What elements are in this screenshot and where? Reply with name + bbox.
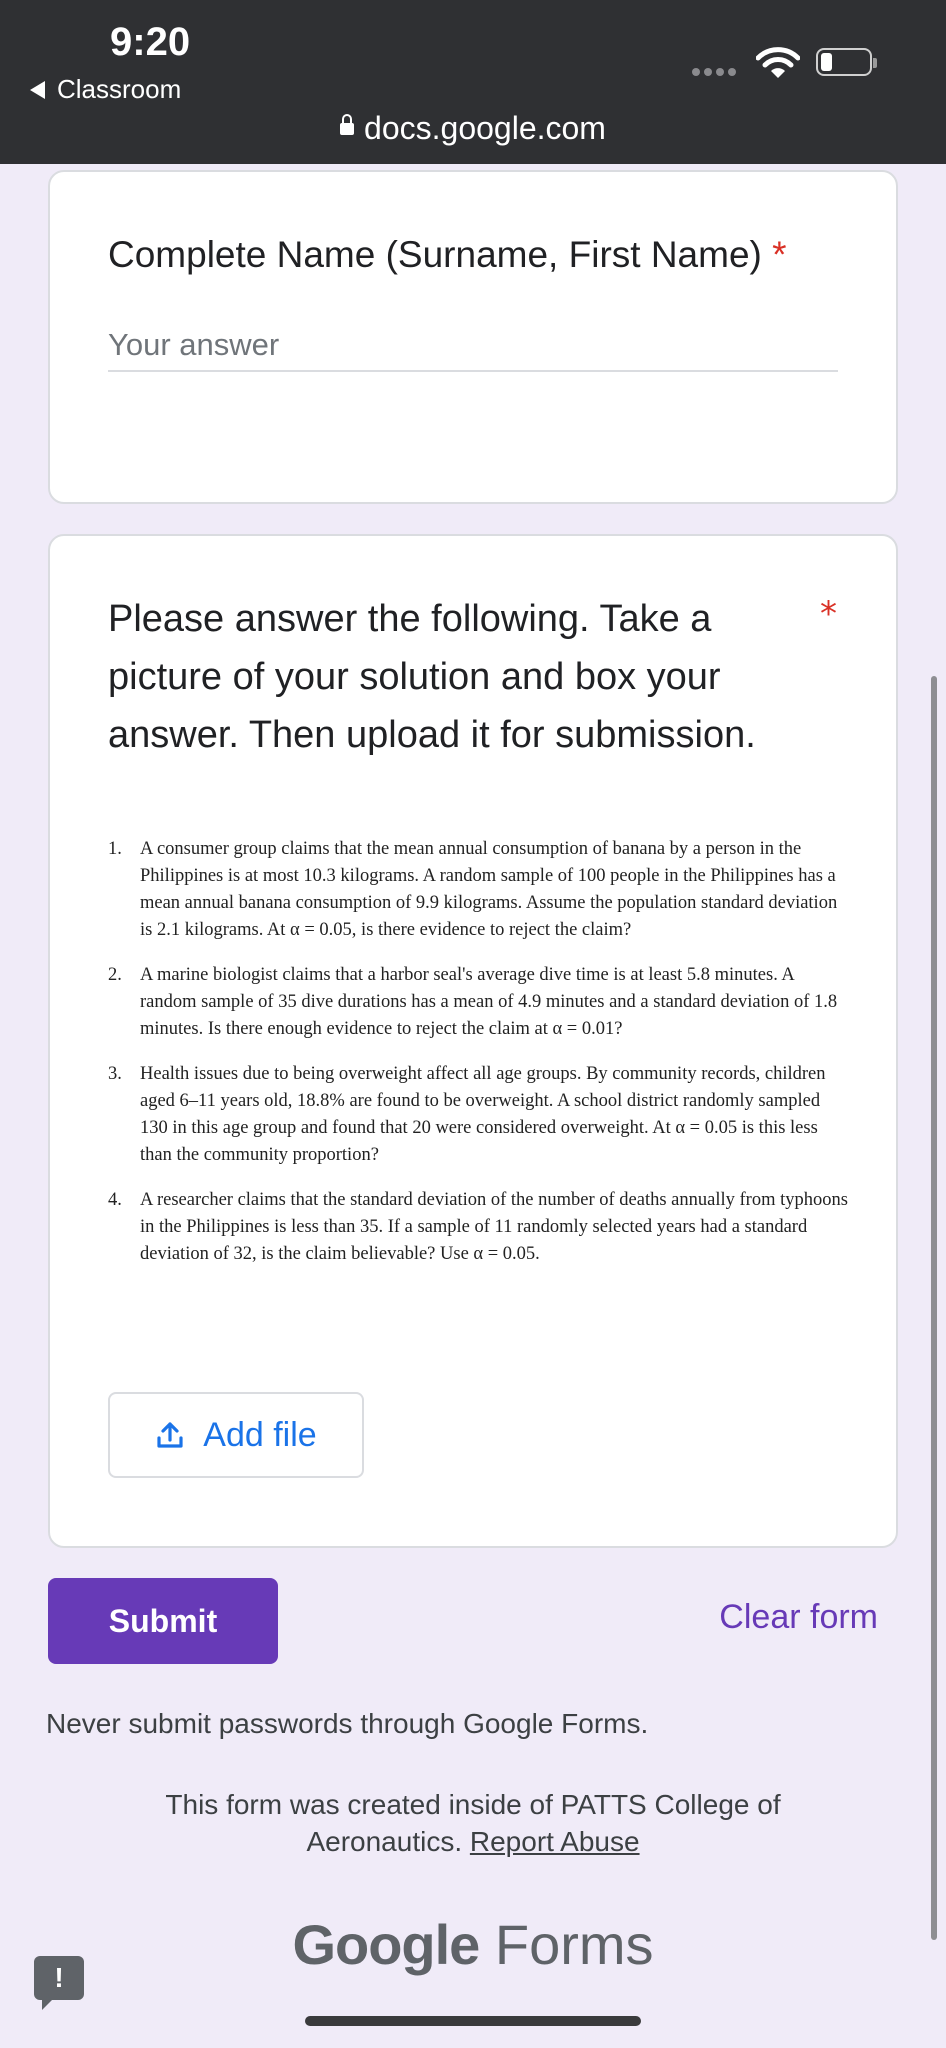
browser-header bbox=[0, 0, 946, 164]
problem-number: 1. bbox=[108, 839, 122, 859]
problem-number: 2. bbox=[108, 965, 122, 985]
upload-icon bbox=[155, 1420, 185, 1450]
problem-text: A marine biologist claims that a harbor seal's average dive time is at least 5.8 minutes. A random sample of 35 dive durations has a mean of 4.9 minutes and a standard deviation of 1.8 minutes. Is there enough evidence to reject the claim at α = 0.01? bbox=[140, 965, 838, 1039]
home-indicator bbox=[305, 2016, 641, 2026]
problem-item bbox=[108, 836, 848, 944]
logo-forms-text: Forms bbox=[494, 1913, 654, 1976]
form-footer bbox=[0, 1786, 946, 1860]
feedback-icon[interactable]: ! bbox=[34, 1956, 84, 2000]
problem-number: 4. bbox=[108, 1190, 122, 1210]
back-to-app-link[interactable] bbox=[30, 74, 181, 105]
name-answer-input[interactable] bbox=[108, 320, 838, 372]
address-bar[interactable] bbox=[0, 110, 946, 147]
add-file-button[interactable] bbox=[108, 1392, 364, 1478]
cellular-signal-icon bbox=[692, 68, 736, 76]
lock-icon bbox=[340, 123, 354, 135]
add-file-label: Add file bbox=[203, 1415, 317, 1454]
required-asterisk: * bbox=[772, 234, 787, 275]
report-abuse-link[interactable]: Report Abuse bbox=[469, 1826, 640, 1857]
problem-item bbox=[108, 1061, 848, 1169]
problem-item bbox=[108, 962, 848, 1043]
problem-list bbox=[108, 836, 848, 1286]
wifi-icon bbox=[756, 46, 800, 80]
problem-text: A researcher claims that the standard deviation of the number of deaths annually from typhoons in the Philippines is less than 35. If a sample of 11 randomly selected years had a standard deviation of 32, is the claim believable? Use α = 0.05. bbox=[140, 1190, 848, 1264]
problem-text: A consumer group claims that the mean annual consumption of banana by a person in the Philippines is at most 10.3 kilograms. A random sample of 100 people in the Philippines has a mean annual banana consumption of 9.9 kilograms. Assume the population standard deviation is 2.1 kilograms. At α = 0.05, is there evidence to reject the claim? bbox=[140, 839, 838, 940]
problem-item bbox=[108, 1187, 848, 1268]
page-scrollbar[interactable] bbox=[931, 676, 937, 1940]
logo-google-text: Google bbox=[292, 1913, 480, 1976]
question-title bbox=[108, 234, 787, 276]
url-text: docs.google.com bbox=[364, 110, 606, 146]
battery-icon bbox=[816, 48, 872, 76]
submit-button[interactable]: Submit bbox=[48, 1578, 278, 1664]
required-asterisk: * bbox=[820, 594, 837, 634]
password-warning: Never submit passwords through Google Forms. bbox=[46, 1708, 649, 1739]
back-app-label: Classroom bbox=[57, 74, 182, 104]
question-title-text: Complete Name (Surname, First Name) bbox=[108, 234, 762, 275]
created-by-text: This form was created inside of PATTS College of Aeronautics. bbox=[165, 1789, 781, 1857]
question-card-upload bbox=[48, 534, 898, 1548]
clear-form-button[interactable]: Clear form bbox=[719, 1598, 878, 1636]
problem-text: Health issues due to being overweight affect all age groups. By community records, children aged 6–11 years old, 18.8% are found to be overweight. A school district randomly sampled 130 in this age group and found that 20 were considered overweight. At α = 0.05 is this less than the community proportion? bbox=[140, 1064, 826, 1165]
google-forms-logo[interactable] bbox=[0, 1912, 946, 1977]
back-arrow-icon bbox=[30, 81, 45, 99]
problem-number: 3. bbox=[108, 1064, 122, 1084]
status-time: 9:20 bbox=[110, 20, 191, 64]
question-card-name bbox=[48, 170, 898, 504]
question-title: Please answer the following. Take a picture of your solution and box your answer. Then upload it for submission. bbox=[108, 598, 756, 756]
